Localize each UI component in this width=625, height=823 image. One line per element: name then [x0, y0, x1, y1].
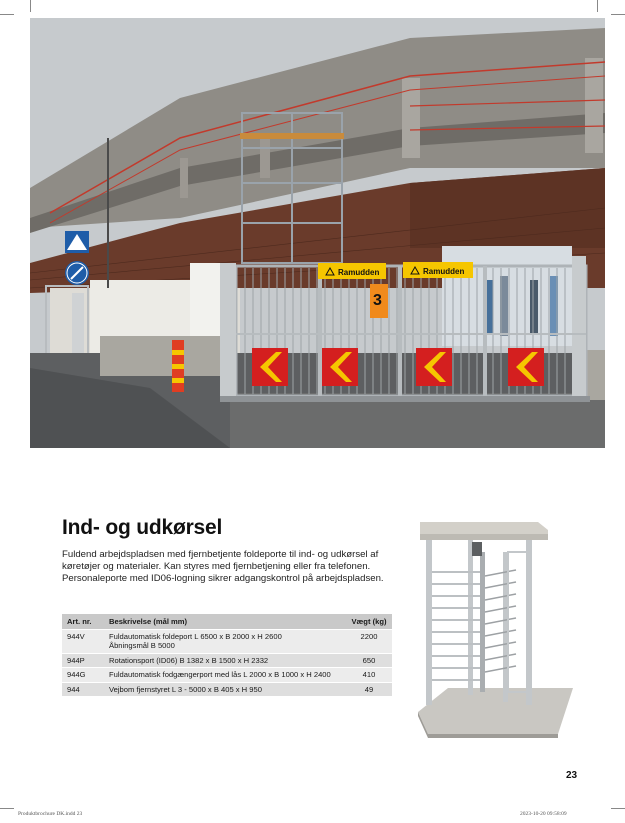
art-number: 944P [62, 653, 104, 667]
crop-mark [611, 808, 625, 809]
chevron-board [508, 348, 544, 386]
crop-mark [597, 0, 598, 12]
number-sign [370, 284, 388, 318]
crop-mark [0, 14, 14, 15]
spec-table [62, 614, 392, 696]
chevron-board [416, 348, 452, 386]
ramudden-sign-left [318, 263, 386, 279]
description-cell: Vejbom fjernstyret L 3 - 5000 x B 405 x H 950 [104, 682, 346, 696]
header-weight: Vægt (kg) [346, 614, 392, 630]
table-row [62, 653, 392, 667]
description-subline: Åbningsmål B 5000 [109, 641, 175, 651]
section-heading: Ind- og udkørsel [62, 516, 223, 539]
page-number: 23 [566, 770, 578, 781]
number-sign-text: 3 [373, 292, 382, 309]
ramudden-sign-left-text: Ramudden [338, 268, 380, 277]
ramudden-sign-right [403, 262, 473, 278]
print-slug-date: 2023-10-20 09:58:09 [520, 811, 567, 817]
weight: 410 [346, 668, 392, 682]
weight: 650 [346, 653, 392, 667]
description-cell: Rotationsport (ID06) B 1382 x B 1500 x H 2332 [104, 653, 346, 667]
crop-mark [0, 808, 14, 809]
table-row [62, 630, 392, 654]
table-row [62, 668, 392, 682]
intro-paragraph: Fuldend arbejdspladsen med fjernbetjente foldeporte til ind- og udkørsel af køretøjer og materialer. Kan styres med fjernbetjening eller fra telefonen. Personaleporte med ID06-logning sikrer adgangskontrol på arbejdspladsen. [62, 549, 384, 585]
chevron-board [322, 348, 358, 386]
print-slug-file: Produktbrochure DK.indd 23 [18, 811, 83, 817]
crop-mark [30, 0, 31, 12]
header-art-nr: Art. nr. [62, 614, 104, 630]
art-number: 944G [62, 668, 104, 682]
chevron-board [252, 348, 288, 386]
description-line: Fuldautomatisk foldeport L 6500 x B 2000 x H 2600 [109, 632, 282, 641]
weight: 2200 [346, 630, 392, 654]
table-header-row [62, 614, 392, 630]
description-cell: Fuldautomatisk fodgængerport med lås L 2000 x B 1000 x H 2400 [104, 668, 346, 682]
turnstile-product-image [408, 512, 578, 744]
construction-site-photo [30, 18, 605, 448]
art-number: 944 [62, 682, 104, 696]
table-row [62, 682, 392, 696]
header-description: Beskrivelse (mål mm) [104, 614, 346, 630]
crop-mark [611, 14, 625, 15]
weight: 49 [346, 682, 392, 696]
description-cell [104, 630, 346, 654]
art-number: 944V [62, 630, 104, 654]
ramudden-sign-right-text: Ramudden [423, 267, 465, 276]
